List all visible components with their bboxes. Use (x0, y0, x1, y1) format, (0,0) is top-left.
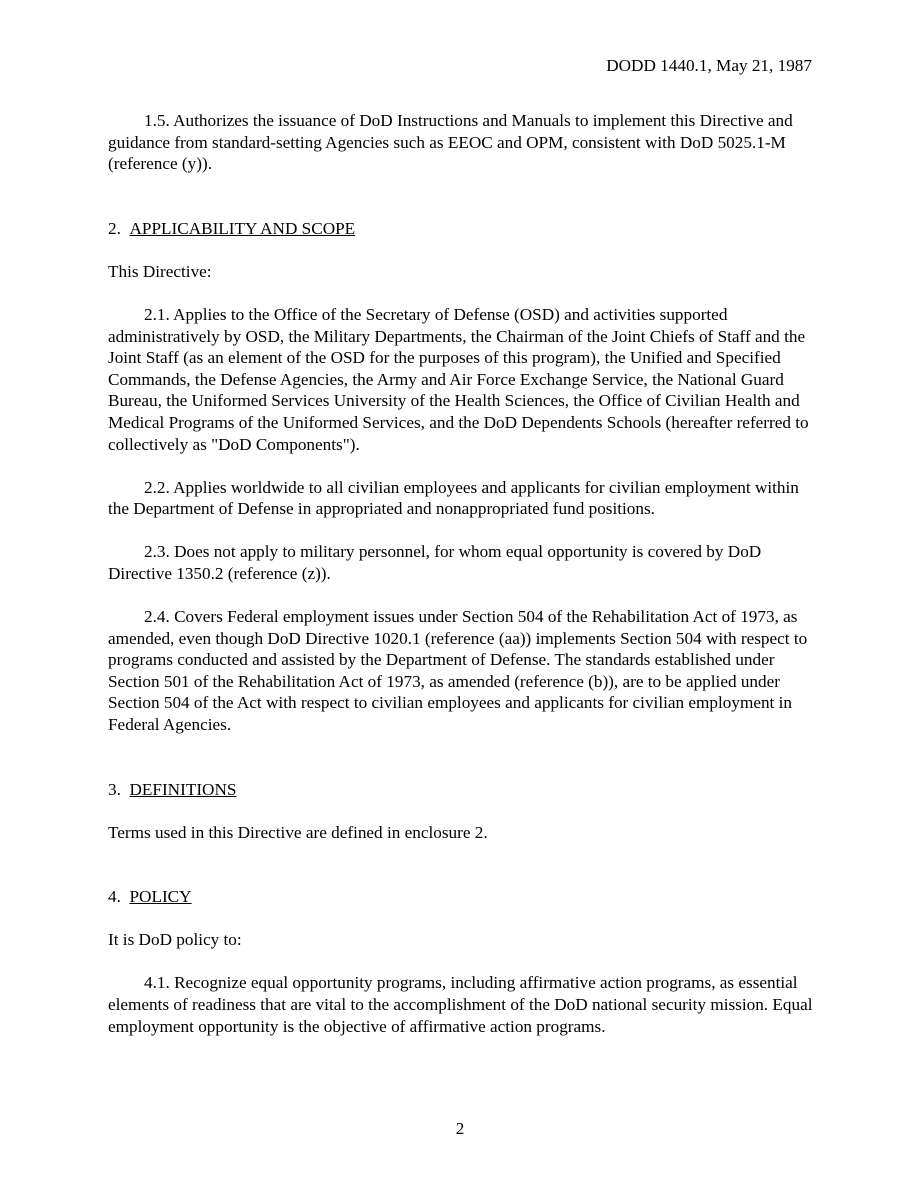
section-3-intro: Terms used in this Directive are defined in enclosure 2. (108, 822, 488, 842)
section-title: DEFINITIONS (129, 779, 237, 799)
paragraph-2-4: 2.4. Covers Federal employment issues under Section 504 of the Rehabilitation Act of 1973, as amended, even though DoD Directive 1020.1 (reference (aa)) implements Section 504 with respect to programs conducted and assisted by the Department of Defense. The standards established under Section 501 of the Rehabilitation Act of 1973, as amended (reference (b)), are to be applied under Section 504 of the Act with respect to civilian employees and applicants for civilian employment in Federal Agencies. (108, 607, 808, 734)
section-title: APPLICABILITY AND SCOPE (129, 218, 356, 238)
section-number: 4. (108, 887, 121, 907)
section-heading-4 (108, 886, 813, 908)
paragraph-1-5: 1.5. Authorizes the issuance of DoD Instructions and Manuals to implement this Directive and guidance from standard-setting Agencies such as EEOC and OPM, consistent with DoD 5025.1-M (reference (y)). (108, 111, 793, 174)
document-body (108, 110, 813, 1037)
section-heading-2 (108, 218, 813, 240)
page-number: 2 (455, 1119, 465, 1138)
section-number: 3. (108, 779, 121, 799)
paragraph-4-1: 4.1. Recognize equal opportunity programs, including affirmative action programs, as essential elements of readiness that are vital to the accomplishment of the DoD national security mission. Equal employment opportunity is the objective of affirmative action programs. (108, 973, 813, 1036)
section-heading-3 (108, 779, 813, 801)
section-4-intro: It is DoD policy to: (108, 930, 242, 950)
paragraph-2-2: 2.2. Applies worldwide to all civilian employees and applicants for civilian employment within the Department of Defense in appropriated and nonappropriated fund positions. (108, 477, 799, 519)
paragraph-2-3: 2.3. Does not apply to military personnel, for whom equal opportunity is covered by DoD Directive 1350.2 (reference (z)). (108, 542, 762, 583)
section-2-intro: This Directive: (108, 261, 212, 281)
section-number: 2. (108, 218, 121, 238)
section-title: POLICY (129, 887, 192, 907)
document-header: DODD 1440.1, May 21, 1987 (606, 56, 812, 75)
paragraph-2-1: 2.1. Applies to the Office of the Secretary of Defense (OSD) and activities supported administratively by OSD, the Military Departments, the Chairman of the Joint Chiefs of Staff and the Joint Staff (as an element of the OSD for the purposes of this program), the Unified and Specified Commands, the Defense Agencies, the Army and Air Force Exchange Service, the National Guard Bureau, the Uniformed Services University of the Health Sciences, the Office of Civilian Health and Medical Programs of the Uniformed Services, and the DoD Dependents Schools (hereafter referred to collectively as "DoD Components"). (108, 304, 809, 454)
